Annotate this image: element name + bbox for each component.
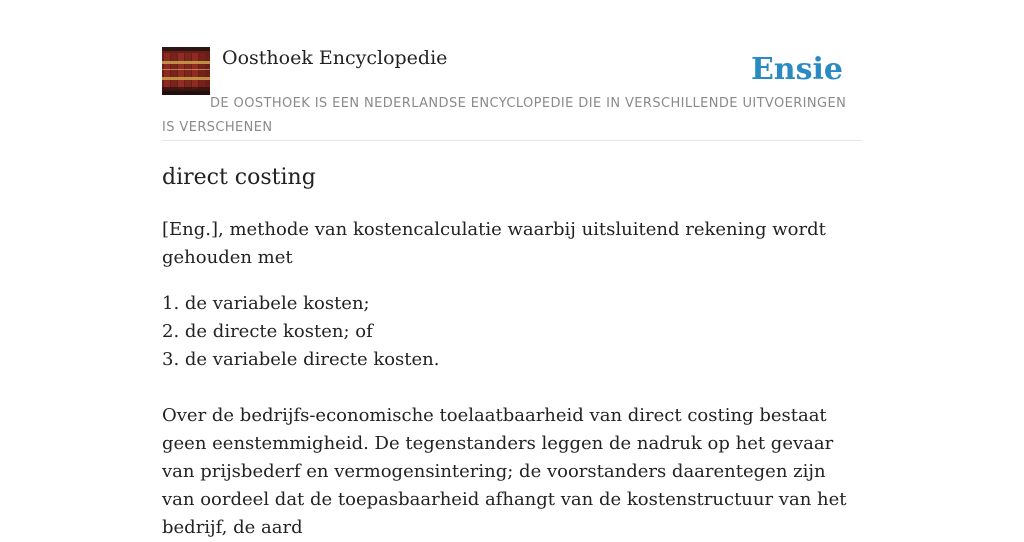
article-content xyxy=(162,162,862,542)
list-item: 2. de directe kosten; of xyxy=(162,321,373,342)
site-header xyxy=(162,46,862,141)
list-item: 1. de variabele kosten; xyxy=(162,293,370,314)
article-body: Over de bedrijfs-economische toelaatbaarheid van direct costing bestaat geen eenstemmigheid. De tegenstanders leggen de nadruk op het gevaar van prijsbederf en vermogensintering; de voorstanders daarentegen zijn van oordeel dat de toepasbaarheid afhangt van de kostenstructuur van het bedrijf, de aard xyxy=(162,405,847,538)
bookshelf-graphic xyxy=(162,47,210,95)
bookshelf-avatar-icon[interactable] xyxy=(162,47,210,95)
site-tagline: DE OOSTHOEK IS EEN NEDERLANDSE ENCYCLOPEDIE DIE IN VERSCHILLENDE UITVOERINGEN IS VERSCHENEN xyxy=(162,96,847,135)
article-intro: [Eng.], methode van kostencalculatie waarbij uitsluitend rekening wordt gehouden met xyxy=(162,219,826,268)
article-list xyxy=(162,290,862,374)
list-item: 3. de variabele directe kosten. xyxy=(162,349,440,370)
site-name[interactable]: Oosthoek Encyclopedie xyxy=(222,47,448,69)
brand-logo-link[interactable]: Ensie xyxy=(750,52,843,87)
article-title: direct costing xyxy=(162,165,316,190)
